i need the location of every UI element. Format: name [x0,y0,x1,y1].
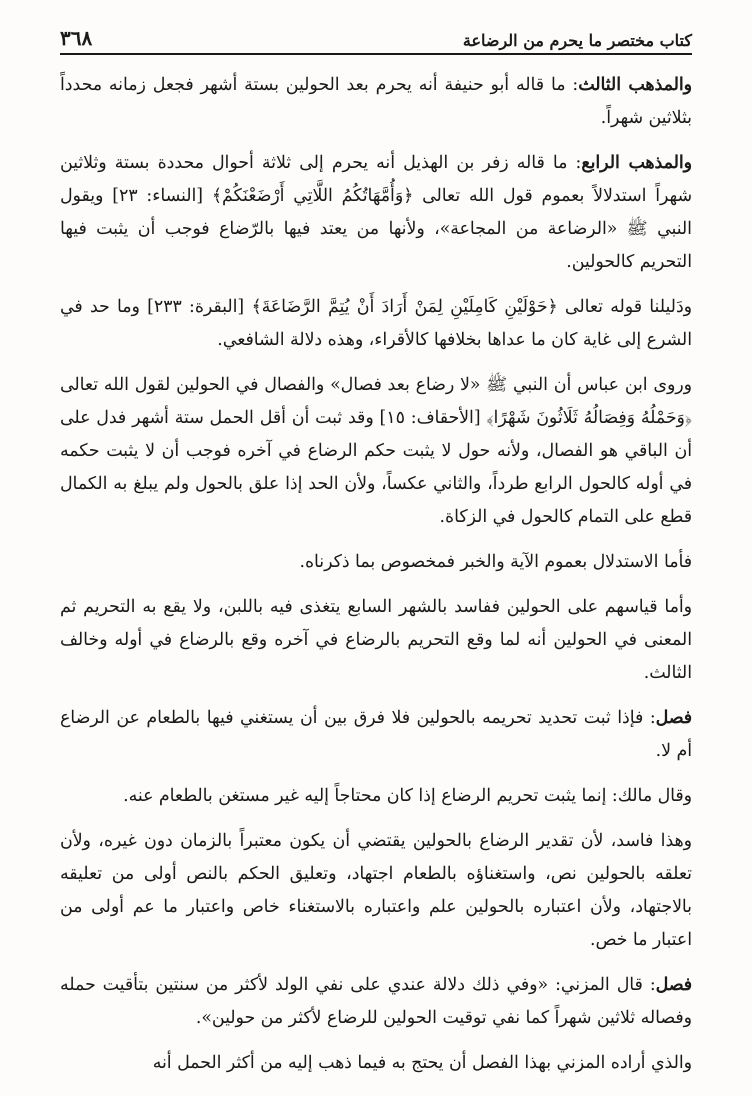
paragraph-text: وأما قياسهم على الحولين ففاسد بالشهر السابع يتغذى فيه باللبن، ولا يقع به التحريم ثم المعنى في الحولين أنه لما وقع التحريم بالرضاع في آخره وقع بالرضاع في أوله وخالف الثالث. [60,597,692,683]
running-head [60,26,692,55]
paragraph [60,69,692,135]
paragraph-label: فصل [655,975,692,995]
paragraph [60,546,692,579]
paragraph-text: فأما الاستدلال بعموم الآية والخبر فمخصوص بما ذكرناه. [299,552,692,572]
paragraph-text: ودَليلنا قوله تعالى ﴿حَوْلَيْنِ كَامِلَيْنِ لِمَنْ أَرَادَ أَنْ يُتِمَّ الرَّضَاعَةَ﴾ [البقرة: ٢٣٣] وما حد في الشرع إلى غاية كان ما عداها بخلافها كالأقراء، وهذه دلالة الشافعي. [60,297,692,350]
paragraph-text: : ما قاله أبو حنيفة أنه يحرم بعد الحولين بستة أشهر فجعل زمانه محدداً بثلاثين شهراً. [60,75,692,128]
paragraph [60,147,692,279]
paragraph-text: والذي أراده المزني بهذا الفصل أن يحتج به فيما ذهب إليه من أكثر الحمل أنه [152,1053,692,1073]
paragraph [60,969,692,1035]
paragraph-label: والمذهب الرابع [581,153,693,173]
paragraph [60,369,692,534]
page-number: ٣٦٨ [60,26,93,50]
paragraph-text: وروى ابن عباس أن النبي ﷺ «لا رضاع بعد فصال» والفصال في الحولين لقول الله تعالى ﴿وَحَمْلُهُ وَفِصَالُهُ ثَلَاثُونَ شَهْرًا﴾ [الأحقاف: ١٥] وقد ثبت أن أقل الحمل ستة أشهر فدل على أن الباقي هو الفصال، ولأنه حول لا يثبت حكم الرضاع في آخره فوجب أن لا يثبت حكمه في أوله كالحول الرابع طرداً، والثاني عكساً، ولأن الحد إذا علق بالحول ولم يبلغ به الكمال قطع على التمام كالحول في الزكاة. [60,375,693,527]
paragraph [60,291,692,357]
paragraph-label: والمذهب الثالث [578,75,692,95]
paragraph-text: وهذا فاسد، لأن تقدير الرضاع بالحولين يقتضي أن يكون معتبراً بالزمان دون غيره، ولأن تعلقه بالحولين نص، واستغناؤه بالطعام اجتهاد، وتعليق الحكم بالنص أولى من تعليقه بالاجتهاد، ولأن اعتباره بالحولين علم واعتباره بالاستغناء خاص واعتبار ما عم أولى من اعتبار ما خص. [60,831,692,950]
paragraph [60,1047,692,1080]
paragraph [60,702,692,768]
paragraph-text: وقال مالك: إنما يثبت تحريم الرضاع إذا كان محتاجاً إليه غير مستغن بالطعام عنه. [123,786,692,806]
paragraph [60,591,692,690]
paragraph [60,780,692,813]
chapter-title: كتاب مختصر ما يحرم من الرضاعة [462,31,692,50]
paragraph-text: : قال المزني: «وفي ذلك دلالة عندي على نفي الولد لأكثر من سنتين بتأقيت حمله وفصاله ثلاثين شهراً كما نفي توقيت الحولين للرضاع لأكثر من حولين». [60,975,692,1028]
paragraph-text: : فإذا ثبت تحديد تحريمه بالحولين فلا فرق بين أن يستغني فيها بالطعام عن الرضاع أم لا. [60,708,692,761]
paragraph-label: فصل [655,708,692,728]
body-text [60,69,692,1080]
paragraph [60,825,692,957]
paragraph-text: : ما قاله زفر بن الهذيل أنه يحرم إلى ثلاثة أحوال محددة بستة وثلاثين شهراً استدلالاً بعموم قول الله تعالى ﴿وَأُمَّهَاتُكُمُ اللَّاتِي أَرْضَعْنَكُمْ﴾ [النساء: ٢٣] ويقول النبي ﷺ «الرضاعة من المجاعة»، ولأنها من يعتد فيها بالرّضاع فوجب أن يثبت فيها التحريم كالحولين. [60,153,692,272]
